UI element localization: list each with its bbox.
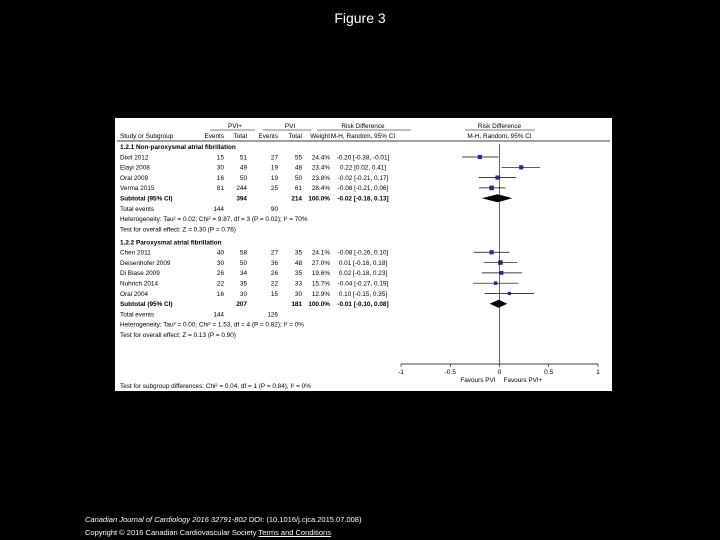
journal-citation: Canadian Journal of Cardiology 2016 32791-802 xyxy=(85,515,247,524)
study-total-pvi: 35 xyxy=(294,249,302,257)
forest-plot-svg xyxy=(115,118,612,391)
subgroup-title: 1.2.2 Paroxysmal atrial fibrillation xyxy=(120,239,222,247)
study-total-pvi-plus: 34 xyxy=(239,270,247,278)
point-estimate-marker xyxy=(489,186,494,191)
study-total-pvi: 33 xyxy=(294,280,302,288)
point-estimate-marker xyxy=(490,250,494,254)
study-name: Di Biase 2009 xyxy=(120,270,160,278)
study-total-pvi-plus: 49 xyxy=(239,164,247,172)
study-name: Deisenhofer 2009 xyxy=(120,259,171,267)
subtotal-label: Subtotal (95% CI) xyxy=(120,301,173,309)
header-total-pvi: Total xyxy=(288,133,302,140)
total-events-pvi: 90 xyxy=(270,205,278,213)
study-events-pvi: 22 xyxy=(270,280,278,288)
header-ci: M-H, Random, 95% CI xyxy=(330,133,396,140)
point-estimate-marker xyxy=(519,165,523,169)
point-estimate-marker xyxy=(500,271,504,275)
study-events-pvi: 36 xyxy=(270,259,278,267)
total-events-pvi-plus: 144 xyxy=(213,205,224,213)
header-plot-risk-difference: Risk Difference xyxy=(477,123,522,130)
study-name: Oral 2004 xyxy=(120,290,149,298)
study-ci: -0.08 [-0.26, 0.10] xyxy=(337,249,389,257)
study-events-pvi-plus: 16 xyxy=(216,174,224,182)
study-events-pvi: 15 xyxy=(270,290,278,298)
study-ci: -0.02 [-0.21, 0.17] xyxy=(337,174,389,182)
favours-pvi-label: Favours PVI xyxy=(460,377,496,384)
study-events-pvi-plus: 26 xyxy=(216,270,224,278)
study-total-pvi-plus: 30 xyxy=(239,290,247,298)
study-name: Elayi 2008 xyxy=(120,164,150,172)
study-weight: 15.7% xyxy=(311,280,330,288)
study-name: Oral 2009 xyxy=(120,174,149,182)
study-weight: 24.1% xyxy=(311,249,330,257)
study-events-pvi-plus: 22 xyxy=(216,280,224,288)
x-axis-tick-label: 0.5 xyxy=(544,369,554,376)
study-weight: 19.6% xyxy=(311,270,330,278)
total-events-label: Total events xyxy=(120,311,155,319)
study-weight: 12.9% xyxy=(311,290,330,298)
subtotal-total-pvi: 214 xyxy=(291,195,302,203)
study-events-pvi: 27 xyxy=(270,249,278,257)
study-total-pvi-plus: 51 xyxy=(239,154,247,162)
study-events-pvi: 25 xyxy=(270,185,278,193)
subtotal-ci: -0.02 [-0.18, 0.13] xyxy=(337,195,389,203)
x-axis-tick-label: -1 xyxy=(398,369,404,376)
header-group-pvi: PVI xyxy=(284,123,296,130)
study-weight: 28.4% xyxy=(311,185,330,193)
study-events-pvi-plus: 30 xyxy=(216,259,224,267)
study-total-pvi-plus: 58 xyxy=(239,249,247,257)
header-weight: Weight xyxy=(310,133,330,140)
study-ci: -0.08 [-0.21, 0.06] xyxy=(337,185,389,193)
study-total-pvi: 61 xyxy=(294,185,302,193)
study-events-pvi: 27 xyxy=(270,154,278,162)
study-weight: 24.4% xyxy=(311,154,330,162)
study-events-pvi-plus: 15 xyxy=(216,154,224,162)
total-events-label: Total events xyxy=(120,205,155,213)
header-group-risk-difference: Risk Difference xyxy=(341,123,385,130)
subgroup-title: 1.2.1 Non-paroxysmal atrial fibrillation xyxy=(120,144,236,151)
study-ci: 0.01 [-0.16, 0.18] xyxy=(338,259,388,267)
total-events-pvi-plus: 144 xyxy=(213,311,224,319)
study-events-pvi-plus: 40 xyxy=(216,249,224,257)
terms-and-conditions-link[interactable]: Terms and Conditions xyxy=(258,528,331,537)
citation-line xyxy=(85,513,361,526)
page-title: Figure 3 xyxy=(334,10,386,26)
study-events-pvi-plus: 30 xyxy=(216,164,224,172)
study-events-pvi: 19 xyxy=(270,174,278,182)
x-axis-tick-label: 0 xyxy=(497,369,502,376)
header-ci-plot: M-H, Random, 95% CI xyxy=(467,133,532,140)
study-total-pvi-plus: 35 xyxy=(239,280,247,288)
subtotal-diamond xyxy=(482,194,513,202)
overall-effect-text: Test for overall effect: Z = 0.30 (P = 0.76) xyxy=(120,226,236,234)
subtotal-total-pvi-plus: 207 xyxy=(236,301,247,309)
subtotal-label: Subtotal (95% CI) xyxy=(120,195,173,203)
study-weight: 27.0% xyxy=(311,259,330,267)
study-total-pvi: 50 xyxy=(294,174,302,182)
study-total-pvi: 30 xyxy=(294,290,302,298)
point-estimate-marker xyxy=(508,292,511,295)
favours-pvi-plus-label: Favours PVI+ xyxy=(503,377,543,384)
subtotal-total-pvi: 181 xyxy=(291,301,302,309)
header-total-pvi-plus: Total xyxy=(233,133,247,140)
doi-text: DOI: (10.1016/j.cjca.2015.07.008) xyxy=(248,515,362,524)
study-weight: 23.4% xyxy=(311,164,330,172)
study-total-pvi: 55 xyxy=(294,154,302,162)
study-total-pvi: 48 xyxy=(294,259,302,267)
study-events-pvi: 26 xyxy=(270,270,278,278)
subtotal-weight: 100.0% xyxy=(308,195,330,203)
total-events-pvi: 126 xyxy=(267,311,278,319)
study-ci: 0.02 [-0.18, 0.23] xyxy=(338,270,388,278)
subgroup-differences-text: Test for subgroup differences: Chi² = 0.04, df = 1 (P = 0.84), I² = 0% xyxy=(120,383,311,390)
subtotal-ci: -0.01 [-0.10, 0.08] xyxy=(337,301,389,309)
study-ci: -0.04 [-0.27, 0.19] xyxy=(337,280,389,288)
citation-footer xyxy=(85,513,361,539)
point-estimate-marker xyxy=(494,281,498,285)
study-ci: 0.10 [-0.15, 0.35] xyxy=(338,290,388,298)
point-estimate-marker xyxy=(478,155,482,159)
study-name: Dixit 2012 xyxy=(120,154,149,162)
point-estimate-marker xyxy=(498,260,502,264)
heterogeneity-text: Heterogeneity: Tau² = 0.00; Chi² = 1.53, df = 4 (P = 0.82); I² = 0% xyxy=(120,321,304,329)
subtotal-weight: 100.0% xyxy=(308,301,330,309)
study-total-pvi: 35 xyxy=(294,270,302,278)
study-total-pvi: 48 xyxy=(294,164,302,172)
study-events-pvi-plus: 81 xyxy=(216,185,224,193)
copyright-line xyxy=(85,526,361,539)
study-total-pvi-plus: 50 xyxy=(239,259,247,267)
study-name: Chen 2011 xyxy=(120,249,151,257)
study-weight: 23.8% xyxy=(311,174,330,182)
copyright-text: Copyright © 2016 Canadian Cardiovascular Society xyxy=(85,528,257,537)
study-events-pvi: 19 xyxy=(270,164,278,172)
x-axis-tick-label: -0.5 xyxy=(444,369,456,376)
header-events-pvi: Events xyxy=(258,133,278,140)
overall-effect-text: Test for overall effect: Z = 0.13 (P = 0.90) xyxy=(120,331,236,339)
subtotal-total-pvi-plus: 394 xyxy=(236,195,247,203)
study-total-pvi-plus: 50 xyxy=(239,174,247,182)
heterogeneity-text: Heterogeneity: Tau² = 0.02; Chi² = 9.87, df = 3 (P = 0.02); I² = 70% xyxy=(120,216,308,224)
subtotal-diamond xyxy=(490,300,508,308)
x-axis-tick-label: 1 xyxy=(596,369,600,376)
study-name: Verma 2015 xyxy=(120,185,155,193)
study-total-pvi-plus: 244 xyxy=(236,185,247,193)
study-events-pvi-plus: 16 xyxy=(216,290,224,298)
header-events-pvi-plus: Events xyxy=(204,133,224,140)
study-ci: 0.22 [0.02, 0.41] xyxy=(339,164,387,172)
header-study: Study or Subgroup xyxy=(120,133,174,140)
point-estimate-marker xyxy=(495,176,499,180)
study-ci: -0.20 [-0.38, -0.01] xyxy=(336,154,390,162)
forest-plot-figure xyxy=(115,118,612,391)
study-name: Nuhrich 2014 xyxy=(120,280,159,288)
header-group-pvi-plus: PVI+ xyxy=(227,123,243,130)
